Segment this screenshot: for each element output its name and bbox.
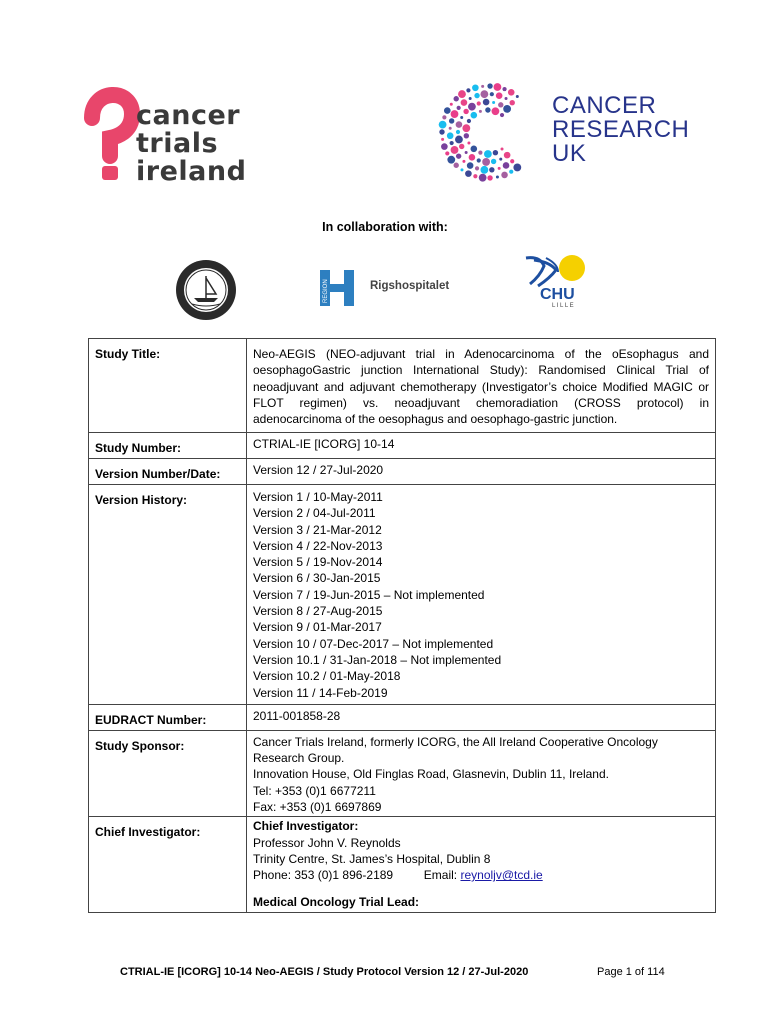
university-seal-logo	[174, 258, 238, 322]
history-item: Version 8 / 27-Aug-2015	[253, 604, 383, 619]
study-number-value: CTRIAL-IE [ICORG] 10-14	[247, 433, 716, 459]
study-number-label: Study Number:	[89, 433, 247, 459]
ci-contact-line	[253, 867, 709, 883]
cruk-word-3: UK	[552, 140, 587, 167]
history-item: Version 9 / 01-Mar-2017	[253, 620, 382, 635]
study-title-value: Neo-AEGIS (NEO-adjuvant trial in Adenocarcinoma of the oEsophagus and oesophagoGastric junction International Study): Randomised Clinical Trial of neoadjuvant and adjuvant chemotherapy (Investigator’s choice Modified MAGIC or FLOT regimen) vs. neoadjuvant chemoradiation (CROSS protocol) in adenocarcinoma of the oesophagus and oesophago-gastric junction.	[247, 339, 716, 433]
footer-page-number: Page 1 of 114	[597, 966, 665, 978]
ci-phone: Phone: 353 (0)1 896-2189	[253, 868, 394, 883]
history-item: Version 1 / 10-May-2011	[253, 490, 383, 504]
cruk-word-2: RESEARCH	[552, 116, 690, 143]
study-title-label: Study Title:	[89, 339, 247, 433]
cti-word-3: ireland	[136, 156, 247, 187]
chief-investigator-label: Chief Investigator:	[89, 817, 247, 912]
cti-word-2: trials	[136, 128, 219, 159]
chu-lille-logo	[520, 252, 590, 312]
ci-line: Trinity Centre, St. James’s Hospital, Dublin 8	[253, 851, 491, 866]
history-item: Version 2 / 04-Jul-2011	[253, 506, 376, 521]
row-version-history	[89, 485, 716, 705]
region-h-icon	[320, 270, 356, 306]
region-text: REGION	[323, 279, 329, 303]
version-history-list	[247, 485, 716, 705]
chu-city: LILLE	[552, 303, 576, 309]
history-item: Version 11 / 14-Feb-2019	[253, 685, 388, 700]
version-label: Version Number/Date:	[89, 459, 247, 485]
history-item: Version 4 / 22-Nov-2013	[253, 538, 383, 553]
cruk-word-1: CANCER	[552, 92, 657, 119]
eudract-value: 2011-001858-28	[247, 704, 716, 730]
ci-heading: Chief Investigator:	[253, 819, 359, 834]
cti-mark-icon	[80, 78, 140, 188]
ci-line: Professor John V. Reynolds	[253, 835, 401, 850]
ci-email-link[interactable]: reynoljv@tcd.ie	[460, 868, 543, 883]
row-eudract	[89, 704, 716, 730]
ci-email-label: Email:	[423, 868, 458, 883]
history-item: Version 6 / 30-Jan-2015	[253, 571, 381, 586]
cancer-research-uk-logo	[430, 82, 690, 182]
row-sponsor	[89, 730, 716, 816]
medical-oncology-heading: Medical Oncology Trial Lead:	[253, 894, 420, 909]
chu-text: CHU	[540, 286, 575, 303]
version-value: Version 12 / 27-Jul-2020	[247, 459, 716, 485]
sponsor-line: Fax: +353 (0)1 6697869	[253, 800, 382, 815]
rigshospitalet-logo	[318, 268, 458, 308]
row-chief-investigator	[89, 817, 716, 912]
history-item: Version 10.2 / 01-May-2018	[253, 669, 401, 684]
history-item: Version 5 / 19-Nov-2014	[253, 555, 383, 570]
history-item: Version 10.1 / 31-Jan-2018 – Not implemented	[253, 652, 502, 667]
history-item: Version 7 / 19-Jun-2015 – Not implemented	[253, 587, 485, 602]
row-version	[89, 459, 716, 485]
cruk-dots-icon	[430, 82, 545, 182]
rigshospitalet-name: Rigshospitalet	[370, 280, 450, 292]
sponsor-line: Cancer Trials Ireland, formerly ICORG, the All Ireland Cooperative Oncology Research Group.	[253, 734, 658, 766]
history-item: Version 10 / 07-Dec-2017 – Not implemented	[253, 636, 494, 651]
collaboration-heading: In collaboration with:	[322, 220, 448, 234]
sponsor-label: Study Sponsor:	[89, 730, 247, 816]
cti-word-1: cancer	[136, 100, 241, 131]
sponsor-value	[247, 730, 716, 816]
chief-investigator-value	[247, 817, 716, 912]
cancer-trials-ireland-logo	[80, 78, 260, 188]
history-item: Version 3 / 21-Mar-2012	[253, 522, 382, 537]
row-study-number	[89, 433, 716, 459]
chu-profile-icon	[520, 252, 590, 290]
eudract-label: EUDRACT Number:	[89, 704, 247, 730]
footer-protocol-title: CTRIAL-IE [ICORG] 10-14 Neo-AEGIS / Study Protocol Version 12 / 27-Jul-2020	[120, 966, 529, 978]
row-study-title	[89, 339, 716, 433]
version-history-label: Version History:	[89, 485, 247, 705]
study-info-table	[88, 338, 716, 913]
sponsor-line: Tel: +353 (0)1 6677211	[253, 783, 376, 798]
sponsor-line: Innovation House, Old Finglas Road, Glasnevin, Dublin 11, Ireland.	[253, 767, 609, 782]
